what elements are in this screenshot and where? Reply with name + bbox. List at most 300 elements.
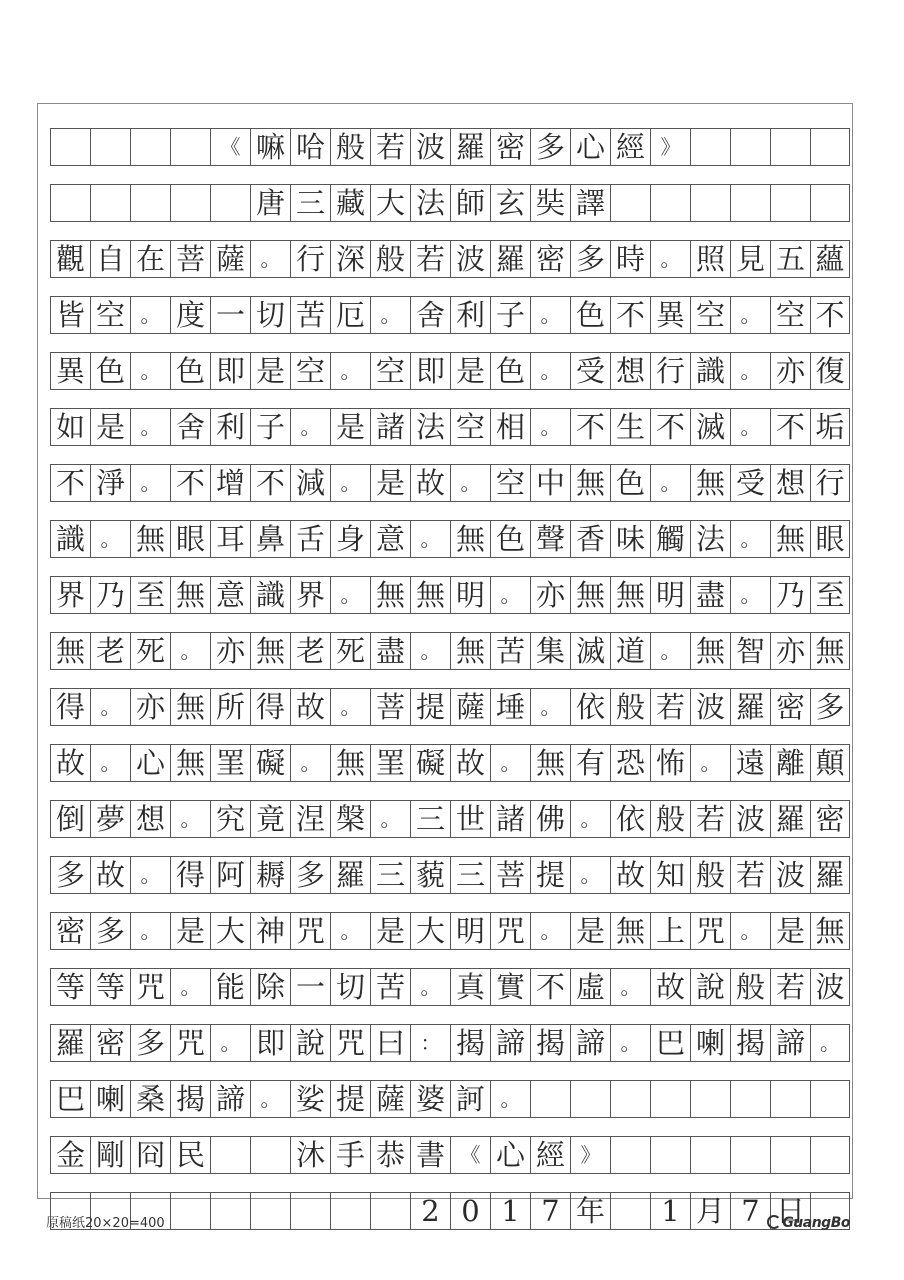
grid-cell: 身 (330, 521, 370, 557)
grid-row (50, 296, 850, 334)
grid-cell: 若 (770, 969, 810, 1005)
grid-cell: 羅 (730, 689, 770, 725)
grid-cell: 異 (650, 297, 690, 333)
grid-cell: 空 (90, 297, 130, 333)
grid-cell: 亦 (130, 689, 170, 725)
grid-cell: 民 (170, 1137, 210, 1173)
grid-cell: 死 (130, 633, 170, 669)
grid-cell: 倒 (50, 801, 90, 837)
grid-cell: 諸 (490, 801, 530, 837)
grid-cell: 。 (530, 297, 570, 333)
grid-cell: 菩 (170, 241, 210, 277)
grid-cell: 依 (610, 801, 650, 837)
grid-cell: 故 (290, 689, 330, 725)
grid-cell: 若 (730, 857, 770, 893)
grid-cell (50, 129, 90, 165)
grid-cell: 般 (330, 129, 370, 165)
grid-cell: 鼻 (250, 521, 290, 557)
grid-cell: 。 (730, 577, 770, 613)
grid-cell: 觸 (650, 521, 690, 557)
grid-cell: 是 (330, 409, 370, 445)
grid-cell: 涅 (290, 801, 330, 837)
grid-cell: 垢 (810, 409, 850, 445)
grid-cell: 不 (250, 465, 290, 501)
grid-cell: 是 (90, 409, 130, 445)
grid-cell: 罣 (210, 745, 250, 781)
grid-cell: 無 (570, 465, 610, 501)
grid-cell: 舍 (170, 409, 210, 445)
grid-cell: 礙 (250, 745, 290, 781)
grid-cell: 不 (570, 409, 610, 445)
grid-cell: 無 (810, 633, 850, 669)
grid-cell: 若 (370, 129, 410, 165)
grid-cell (730, 1137, 770, 1173)
grid-cell: 密 (530, 241, 570, 277)
grid-cell (610, 1137, 650, 1173)
grid-row (50, 1080, 850, 1118)
grid-cell: 真 (450, 969, 490, 1005)
grid-cell: 子 (250, 409, 290, 445)
grid-cell: 密 (770, 689, 810, 725)
grid-cell: 觀 (50, 241, 90, 277)
grid-cell (290, 1193, 330, 1229)
grid-cell: 金 (50, 1137, 90, 1173)
grid-cell: 無 (170, 745, 210, 781)
grid-cell: 咒 (490, 913, 530, 949)
grid-cell (810, 185, 850, 221)
grid-cell: 得 (50, 689, 90, 725)
grid-cell: 。 (690, 745, 730, 781)
grid-cell: 。 (90, 689, 130, 725)
grid-cell: 羅 (50, 1025, 90, 1061)
grid-cell: 三 (290, 185, 330, 221)
grid-cell: 多 (130, 1025, 170, 1061)
grid-cell: 苦 (490, 633, 530, 669)
grid-cell: 咒 (290, 913, 330, 949)
grid-cell (730, 129, 770, 165)
grid-cell: 乃 (770, 577, 810, 613)
grid-cell: 羅 (810, 857, 850, 893)
grid-cell: 深 (330, 241, 370, 277)
grid-cell: 識 (690, 353, 730, 389)
grid-cell: 一 (210, 297, 250, 333)
grid-cell: 哈 (290, 129, 330, 165)
grid-cell: 遠 (730, 745, 770, 781)
grid-cell: 。 (90, 521, 130, 557)
grid-cell: 無 (330, 745, 370, 781)
grid-cell: 耳 (210, 521, 250, 557)
grid-cell (130, 185, 170, 221)
grid-cell: 若 (650, 689, 690, 725)
grid-cell: 諦 (770, 1025, 810, 1061)
grid-cell (210, 1137, 250, 1173)
grid-cell (90, 129, 130, 165)
grid-cell: 不 (770, 409, 810, 445)
grid-cell: 提 (330, 1081, 370, 1117)
grid-cell: 相 (490, 409, 530, 445)
grid-cell: 空 (770, 297, 810, 333)
grid-cell (770, 1137, 810, 1173)
grid-row (50, 240, 850, 278)
grid-cell: 多 (290, 857, 330, 893)
grid-cell: 諦 (210, 1081, 250, 1117)
grid-cell: 多 (90, 913, 130, 949)
grid-cell (770, 1081, 810, 1117)
grid-cell: 槃 (330, 801, 370, 837)
grid-cell: 是 (370, 465, 410, 501)
grid-cell: 咒 (330, 1025, 370, 1061)
grid-cell: 波 (770, 857, 810, 893)
grid-cell: 空 (450, 409, 490, 445)
grid-cell: 羅 (770, 801, 810, 837)
grid-cell: 冏 (130, 1137, 170, 1173)
grid-cell: 怖 (650, 745, 690, 781)
grid-cell: 。 (730, 913, 770, 949)
grid-cell: 若 (690, 801, 730, 837)
grid-cell: 唐 (250, 185, 290, 221)
grid-cell: 是 (170, 913, 210, 949)
grid-cell: 淨 (90, 465, 130, 501)
grid-cell: 上 (650, 913, 690, 949)
grid-cell: 世 (450, 801, 490, 837)
grid-cell: 羅 (330, 857, 370, 893)
grid-cell: 揭 (170, 1081, 210, 1117)
grid-cell: 。 (330, 913, 370, 949)
grid-row (50, 576, 850, 614)
grid-cell: 眼 (170, 521, 210, 557)
grid-cell: 多 (570, 241, 610, 277)
grid-cell: 空 (490, 465, 530, 501)
grid-cell: 。 (730, 297, 770, 333)
grid-cell: 在 (130, 241, 170, 277)
grid-cell: ： (410, 1025, 450, 1061)
grid-cell (770, 185, 810, 221)
grid-cell: 五 (770, 241, 810, 277)
grid-cell: 無 (690, 465, 730, 501)
grid-cell: 諦 (490, 1025, 530, 1061)
grid-cell: 無 (530, 745, 570, 781)
grid-cell (250, 1193, 290, 1229)
grid-cell: 蘊 (810, 241, 850, 277)
grid-cell: 見 (730, 241, 770, 277)
grid-row (50, 1024, 850, 1062)
grid-cell: 舍 (410, 297, 450, 333)
grid-cell: 提 (410, 689, 450, 725)
grid-cell (810, 129, 850, 165)
grid-row (50, 184, 850, 222)
grid-row (50, 632, 850, 670)
grid-cell (690, 185, 730, 221)
grid-cell: 自 (90, 241, 130, 277)
grid-cell: 界 (290, 577, 330, 613)
grid-cell: 。 (170, 969, 210, 1005)
grid-cell: 密 (490, 129, 530, 165)
grid-cell: 至 (130, 577, 170, 613)
grid-cell: 說 (690, 969, 730, 1005)
grid-cell: 。 (530, 689, 570, 725)
grid-cell (650, 185, 690, 221)
grid-cell: 是 (770, 913, 810, 949)
grid-cell (570, 1081, 610, 1117)
grid-cell: 至 (810, 577, 850, 613)
grid-cell: 受 (730, 465, 770, 501)
grid-cell: 等 (50, 969, 90, 1005)
grid-cell: 羅 (490, 241, 530, 277)
grid-cell: 嘛 (250, 129, 290, 165)
grid-cell: 巴 (50, 1081, 90, 1117)
grid-cell: 。 (570, 857, 610, 893)
grid-cell: 巴 (650, 1025, 690, 1061)
grid-cell: 波 (410, 129, 450, 165)
grid-cell: 集 (530, 633, 570, 669)
grid-cell: 罣 (370, 745, 410, 781)
grid-row (50, 856, 850, 894)
grid-cell (730, 185, 770, 221)
grid-cell: 娑 (290, 1081, 330, 1117)
grid-cell: 聲 (530, 521, 570, 557)
grid-cell: 苦 (370, 969, 410, 1005)
grid-cell: 色 (490, 353, 530, 389)
grid-cell: 薩 (370, 1081, 410, 1117)
grid-cell: 。 (290, 409, 330, 445)
grid-cell: 想 (130, 801, 170, 837)
grid-cell: 。 (250, 241, 290, 277)
grid-row (50, 128, 850, 166)
manuscript-grid (50, 128, 850, 1248)
grid-cell: 無 (610, 577, 650, 613)
grid-cell: 。 (170, 801, 210, 837)
grid-cell: 波 (690, 689, 730, 725)
grid-cell: 玄 (490, 185, 530, 221)
grid-cell: 《 (210, 129, 250, 165)
grid-cell (130, 129, 170, 165)
grid-cell: 色 (170, 353, 210, 389)
grid-cell: 。 (130, 409, 170, 445)
grid-cell: 恭 (370, 1137, 410, 1173)
paper-spec-label: 原稿纸20×20=400 (46, 1216, 165, 1231)
grid-cell: 無 (570, 577, 610, 613)
grid-cell: 無 (50, 633, 90, 669)
grid-cell: 揭 (530, 1025, 570, 1061)
grid-cell: 即 (210, 353, 250, 389)
grid-cell: 般 (730, 969, 770, 1005)
grid-cell: 知 (650, 857, 690, 893)
grid-cell: 時 (610, 241, 650, 277)
grid-cell: 月 (690, 1193, 730, 1229)
grid-cell: 手 (330, 1137, 370, 1173)
grid-row (50, 352, 850, 390)
grid-row (50, 520, 850, 558)
grid-cell: 離 (770, 745, 810, 781)
grid-cell: 。 (490, 577, 530, 613)
grid-cell (330, 1193, 370, 1229)
grid-cell: 喇 (690, 1025, 730, 1061)
grid-cell: 利 (210, 409, 250, 445)
grid-cell (90, 185, 130, 221)
grid-cell: 眼 (810, 521, 850, 557)
grid-cell: 。 (130, 353, 170, 389)
grid-cell: 意 (370, 521, 410, 557)
grid-cell: 波 (450, 241, 490, 277)
grid-cell: 7 (530, 1193, 570, 1229)
grid-cell: 咒 (690, 913, 730, 949)
grid-cell: 耨 (250, 857, 290, 893)
grid-cell: 色 (490, 521, 530, 557)
grid-cell: 說 (290, 1025, 330, 1061)
grid-cell: 滅 (570, 633, 610, 669)
grid-cell: 照 (690, 241, 730, 277)
grid-cell: 行 (810, 465, 850, 501)
grid-cell: 有 (570, 745, 610, 781)
grid-cell: 埵 (490, 689, 530, 725)
grid-cell: 桑 (130, 1081, 170, 1117)
grid-cell: 大 (410, 913, 450, 949)
grid-cell: 訶 (450, 1081, 490, 1117)
grid-cell: 般 (650, 801, 690, 837)
grid-cell: 7 (730, 1193, 770, 1229)
grid-cell: 老 (90, 633, 130, 669)
grid-cell: 無 (250, 633, 290, 669)
grid-cell (250, 1137, 290, 1173)
grid-cell: 多 (810, 689, 850, 725)
grid-cell: 界 (50, 577, 90, 613)
grid-cell: 。 (130, 465, 170, 501)
grid-row (50, 912, 850, 950)
grid-cell: 等 (90, 969, 130, 1005)
grid-cell: 。 (530, 353, 570, 389)
grid-cell: 所 (210, 689, 250, 725)
grid-cell: 識 (250, 577, 290, 613)
grid-cell: 喇 (90, 1081, 130, 1117)
grid-cell: 。 (330, 689, 370, 725)
grid-cell: 即 (410, 353, 450, 389)
grid-cell: 子 (490, 297, 530, 333)
grid-cell: 無 (170, 689, 210, 725)
grid-cell: 如 (50, 409, 90, 445)
grid-cell: 不 (530, 969, 570, 1005)
grid-cell: 經 (530, 1137, 570, 1173)
grid-cell: 意 (210, 577, 250, 613)
grid-cell: 曰 (370, 1025, 410, 1061)
grid-cell: 密 (810, 801, 850, 837)
grid-cell: 。 (290, 745, 330, 781)
grid-cell: 明 (450, 913, 490, 949)
grid-cell: 是 (450, 353, 490, 389)
grid-cell: 提 (530, 857, 570, 893)
grid-cell: 若 (410, 241, 450, 277)
grid-cell: 法 (410, 185, 450, 221)
grid-cell: 。 (90, 745, 130, 781)
grid-cell: 增 (210, 465, 250, 501)
grid-cell: 厄 (330, 297, 370, 333)
grid-cell: 1 (650, 1193, 690, 1229)
grid-cell: 。 (370, 801, 410, 837)
grid-cell: 竟 (250, 801, 290, 837)
grid-cell: 心 (570, 129, 610, 165)
grid-cell: 空 (290, 353, 330, 389)
grid-cell: 》 (570, 1137, 610, 1173)
grid-cell: 三 (370, 857, 410, 893)
grid-cell (530, 1081, 570, 1117)
grid-cell: 。 (610, 1025, 650, 1061)
grid-cell: 。 (490, 1081, 530, 1117)
grid-cell: 多 (50, 857, 90, 893)
grid-cell: 苦 (290, 297, 330, 333)
grid-cell: 不 (650, 409, 690, 445)
grid-cell: 得 (170, 857, 210, 893)
grid-cell: 般 (610, 689, 650, 725)
grid-cell: 》 (650, 129, 690, 165)
grid-cell (210, 1193, 250, 1229)
grid-cell: 行 (650, 353, 690, 389)
grid-cell (610, 1081, 650, 1117)
grid-row (50, 408, 850, 446)
grid-cell: 是 (370, 913, 410, 949)
grid-cell: 無 (170, 577, 210, 613)
grid-cell: 亦 (770, 633, 810, 669)
grid-cell: 明 (450, 577, 490, 613)
grid-cell: 大 (210, 913, 250, 949)
grid-cell: 密 (50, 913, 90, 949)
grid-cell: 無 (370, 577, 410, 613)
grid-cell: 無 (610, 913, 650, 949)
grid-cell: 波 (810, 969, 850, 1005)
grid-cell: 密 (90, 1025, 130, 1061)
grid-cell: 生 (610, 409, 650, 445)
grid-cell: 色 (610, 465, 650, 501)
grid-cell: 。 (130, 297, 170, 333)
grid-row (50, 688, 850, 726)
grid-cell: 無 (770, 521, 810, 557)
grid-cell: 三 (410, 801, 450, 837)
grid-cell: 書 (410, 1137, 450, 1173)
grid-cell: 法 (410, 409, 450, 445)
grid-cell: 1 (490, 1193, 530, 1229)
grid-cell: 想 (770, 465, 810, 501)
grid-cell: 不 (50, 465, 90, 501)
grid-cell (810, 1081, 850, 1117)
grid-cell: 奘 (530, 185, 570, 221)
grid-cell: 藐 (410, 857, 450, 893)
grid-cell: 亦 (530, 577, 570, 613)
grid-cell: 礙 (410, 745, 450, 781)
grid-cell (610, 1193, 650, 1229)
grid-cell: 年 (570, 1193, 610, 1229)
grid-cell: 剛 (90, 1137, 130, 1173)
grid-cell: 一 (290, 969, 330, 1005)
grid-cell: 諸 (370, 409, 410, 445)
grid-cell: 。 (810, 1025, 850, 1061)
grid-cell: 故 (90, 857, 130, 893)
grid-cell: 佛 (530, 801, 570, 837)
grid-cell: 。 (530, 409, 570, 445)
grid-cell: 皆 (50, 297, 90, 333)
grid-cell: 不 (170, 465, 210, 501)
grid-cell: 般 (690, 857, 730, 893)
grid-cell: 神 (250, 913, 290, 949)
grid-cell: 。 (250, 1081, 290, 1117)
grid-cell (730, 1081, 770, 1117)
grid-cell (170, 129, 210, 165)
grid-cell: 亦 (770, 353, 810, 389)
grid-cell: 故 (610, 857, 650, 893)
grid-cell: 。 (610, 969, 650, 1005)
grid-cell: 薩 (210, 241, 250, 277)
grid-cell: 依 (570, 689, 610, 725)
grid-cell: 無 (410, 577, 450, 613)
grid-cell: 味 (610, 521, 650, 557)
grid-cell: 《 (450, 1137, 490, 1173)
